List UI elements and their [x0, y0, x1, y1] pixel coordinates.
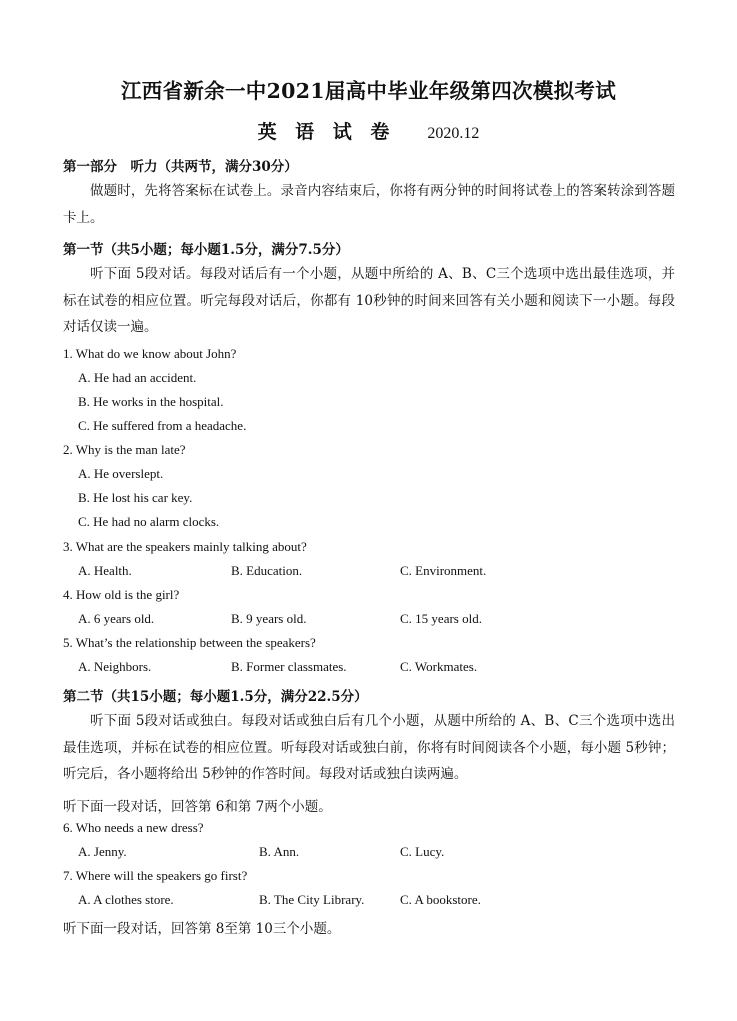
question-5: 5. What’s the relationship between the speakers? — [63, 635, 316, 650]
q2-option-a: A. He overslept. — [78, 466, 164, 481]
question-1: 1. What do we know about John? — [63, 346, 237, 361]
q1-option-c: C. He suffered from a headache. — [78, 418, 247, 433]
q2-option-b: B. He lost his car key. — [78, 490, 193, 505]
part1-heading: 第一部分 听力（共两节，满分30分） — [63, 159, 298, 175]
question-7: 7. Where will the speakers go first? — [63, 868, 248, 883]
q1-option-b: B. He works in the hospital. — [78, 394, 224, 409]
q6-option-a: A. Jenny. — [78, 844, 127, 859]
exam-title: 江西省新余一中2021届高中毕业年级第四次模拟考试 — [120, 79, 617, 103]
section2-instructions: 听下面 5段对话或独白。每段对话或独白后有几个小题，从题中所给的 A、B、C三个选项中选出最佳选项，并标在试卷的相应位置。听每段对话或独白前，你将有时间阅读各个小题，每小题 5秒钟；听完后，各小题将给出 5秒钟的作答时间。每段对话或独白读两遍。 — [63, 713, 675, 782]
q3-option-c: C. Environment. — [400, 563, 487, 578]
q5-option-a: A. Neighbors. — [78, 659, 152, 674]
q3-option-b: B. Education. — [231, 563, 303, 578]
section2-heading: 第二节（共15小题；每小题1.5分，满分22.5分） — [63, 689, 368, 705]
q4-option-a: A. 6 years old. — [78, 611, 155, 626]
q6-option-c: C. Lucy. — [400, 844, 445, 859]
q3-option-a: A. Health. — [78, 563, 132, 578]
q2-option-c: C. He had no alarm clocks. — [78, 514, 220, 529]
q1-option-a: A. He had an accident. — [78, 370, 197, 385]
section1-instructions: 听下面 5段对话。每段对话后有一个小题，从题中所给的 A、B、C三个选项中选出最佳选项，并标在试卷的相应位置。听完每段对话后，你都有 10秒钟的时间来回答有关小题和阅读下一小题。每段对话仅读一遍。 — [63, 266, 675, 335]
q6-option-b: B. Ann. — [259, 844, 300, 859]
question-2: 2. Why is the man late? — [63, 442, 186, 457]
q4-option-c: C. 15 years old. — [400, 611, 482, 626]
question-4: 4. How old is the girl? — [63, 587, 180, 602]
subject-name: 英 语 试 卷 — [257, 121, 396, 143]
exam-date: 2020.12 — [427, 125, 480, 142]
q7-option-b: B. The City Library. — [259, 892, 365, 907]
note-q6-q7: 听下面一段对话，回答第 6和第 7两个小题。 — [63, 799, 332, 815]
part1-intro: 做题时，先将答案标在试卷上。录音内容结束后，你将有两分钟的时间将试卷上的答案转涂到答题卡上。 — [63, 183, 675, 226]
section1-heading: 第一节（共5小题；每小题1.5分，满分7.5分） — [63, 242, 349, 258]
exam-subtitle — [0, 117, 737, 144]
note-q8-q10: 听下面一段对话，回答第 8至第 10三个小题。 — [63, 921, 341, 937]
question-3: 3. What are the speakers mainly talking about? — [63, 539, 307, 554]
q7-option-c: C. A bookstore. — [400, 892, 481, 907]
q7-option-a: A. A clothes store. — [78, 892, 174, 907]
q5-option-c: C. Workmates. — [400, 659, 478, 674]
question-6: 6. Who needs a new dress? — [63, 820, 204, 835]
q5-option-b: B. Former classmates. — [231, 659, 347, 674]
q4-option-b: B. 9 years old. — [231, 611, 307, 626]
